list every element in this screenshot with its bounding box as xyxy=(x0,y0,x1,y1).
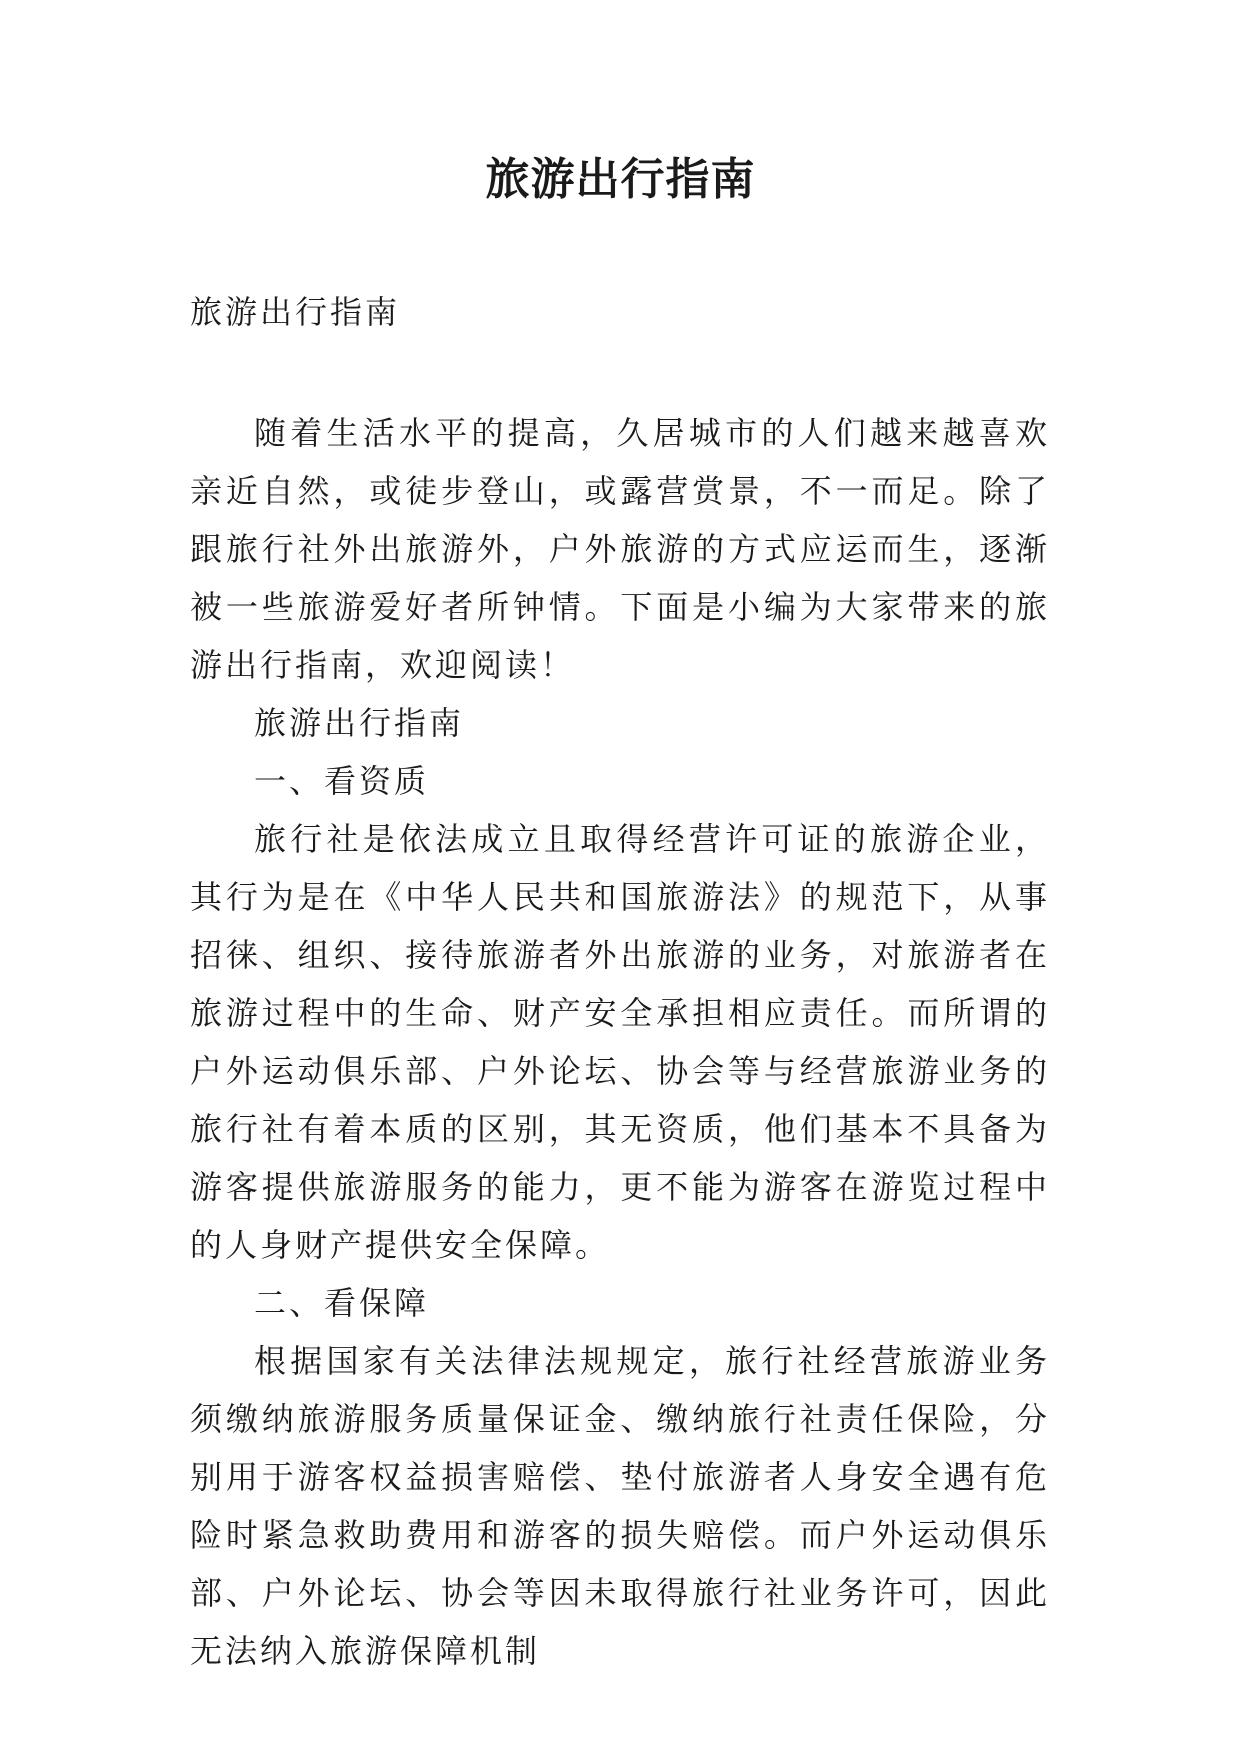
document-subtitle: 旅游出行指南 xyxy=(190,293,401,331)
paragraph-qualification: 旅行社是依法成立且取得经营许可证的旅游企业，其行为是在《中华人民共和国旅游法》的规范下，从事招徕、组织、接待旅游者外出旅游的业务，对旅游者在旅游过程中的生命、财产安全承担相应责任。而所谓的户外运动俱乐部、户外论坛、协会等与经营旅游业务的旅行社有着本质的区别，其无资质，他们基本不具备为游客提供旅游服务的能力，更不能为游客在游览过程中的人身财产提供安全保障。 xyxy=(190,820,1050,1264)
document-title: 旅游出行指南 xyxy=(485,154,756,205)
section-heading-qualification: 一、看资质 xyxy=(254,762,430,800)
paragraph-guarantee: 根据国家有关法律法规规定，旅行社经营旅游业务须缴纳旅游服务质量保证金、缴纳旅行社责任保险，分别用于游客权益损害赔偿、垫付旅游者人身安全遇有危险时紧急救助费用和游客的损失赔偿。而户外运动俱乐部、户外论坛、协会等因未取得旅行社业务许可，因此无法纳入旅游保障机制 xyxy=(190,1342,1050,1670)
paragraph-intro: 随着生活水平的提高，久居城市的人们越来越喜欢亲近自然，或徒步登山，或露营赏景，不一而足。除了跟旅行社外出旅游外，户外旅游的方式应运而生，逐渐被一些旅游爱好者所钟情。下面是小编为大家带来的旅游出行指南，欢迎阅读！ xyxy=(190,414,1050,684)
document-body xyxy=(190,404,1050,1680)
section-heading-guarantee: 二、看保障 xyxy=(254,1284,430,1322)
paragraph-heading-guide: 旅游出行指南 xyxy=(254,704,465,742)
